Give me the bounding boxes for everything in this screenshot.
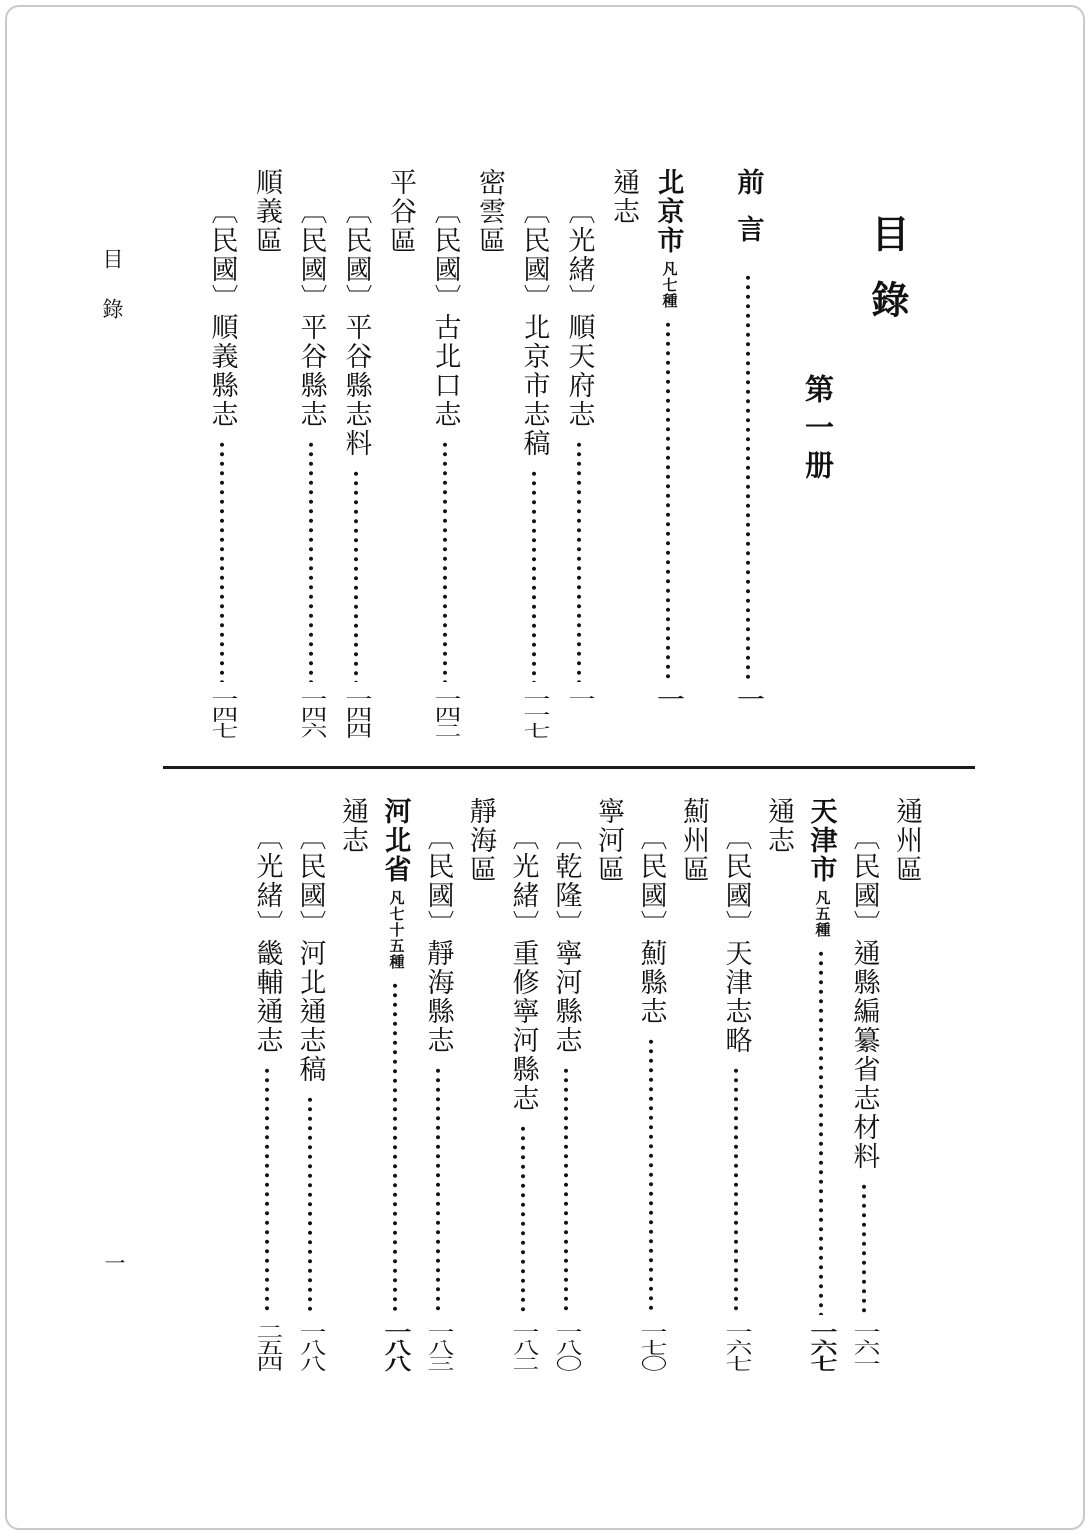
entry-title: 通志	[764, 797, 794, 855]
dotted-leader	[648, 1037, 654, 1315]
dotted-leader	[442, 440, 448, 682]
entry-title: 寧河區	[594, 797, 624, 884]
toc-lower-half	[0, 792, 1090, 1415]
entry-title: 前言	[733, 168, 764, 262]
entry-title: 天津市	[806, 797, 837, 884]
toc-subsection-header	[476, 150, 503, 770]
toc-entry	[424, 792, 452, 1415]
toc-entry	[637, 792, 665, 1415]
dotted-leader	[818, 949, 824, 1315]
entry-title: 〔光緒〕畿輔通志	[252, 823, 283, 1055]
toc-entry	[208, 150, 236, 770]
toc-entry	[342, 150, 370, 770]
dotted-leader	[665, 320, 671, 682]
toc-entry	[431, 150, 459, 770]
entry-count-note: 凡五種	[813, 890, 830, 938]
page-number: 一四六	[296, 690, 327, 739]
entry-title: 〔民國〕靜海縣志	[423, 823, 454, 1055]
toc-entry	[722, 792, 750, 1415]
toc-entry	[297, 150, 325, 770]
page-number: 一一七	[519, 690, 550, 739]
page-number: 一六一	[849, 1323, 880, 1372]
entry-title: 〔民國〕北京市志稿	[519, 197, 550, 458]
entry-title: 順義區	[252, 168, 282, 255]
entry-title: 北京市	[653, 168, 684, 255]
toc-subsection-header	[610, 150, 637, 770]
page-number: 二五四	[252, 1323, 283, 1372]
toc-subsection-header	[680, 792, 707, 1415]
page-number: 一	[653, 690, 684, 707]
dotted-leader	[435, 1066, 441, 1315]
page-number: 一八八	[295, 1323, 326, 1372]
entry-title: 通志	[338, 797, 368, 855]
toc-subsection-header	[339, 792, 366, 1415]
toc-section-title	[654, 150, 682, 770]
dotted-leader	[861, 1182, 867, 1315]
toc-section-title	[734, 150, 762, 770]
toc-entry	[253, 792, 281, 1415]
entry-title: 〔民國〕薊縣志	[636, 823, 667, 1026]
toc-subsection-header	[893, 792, 920, 1415]
entry-title: 靜海區	[466, 797, 496, 884]
entry-title: 〔民國〕古北口志	[430, 197, 461, 429]
toc-upper-half	[0, 150, 1090, 770]
dotted-leader	[520, 1124, 526, 1315]
entry-title: 河北省	[380, 797, 411, 884]
dotted-leader	[353, 469, 359, 682]
dotted-leader	[745, 273, 751, 682]
toc-subsection-header	[467, 792, 494, 1415]
dotted-leader	[307, 1095, 313, 1315]
entry-title: 薊州區	[679, 797, 709, 884]
page-number: 一	[564, 690, 595, 707]
page-title	[867, 150, 905, 770]
entry-title: 〔光緒〕重修寧河縣志	[508, 823, 539, 1113]
toc-entry	[296, 792, 324, 1415]
volume-label-text: 第一册	[801, 374, 833, 488]
entry-count-note: 凡七種	[660, 261, 677, 309]
toc-subsection-header	[765, 792, 792, 1415]
entry-count-note: 凡七十五種	[387, 890, 404, 970]
entry-title: 〔民國〕天津志略	[721, 823, 752, 1055]
page-number: 一	[733, 690, 764, 707]
entry-title: 〔民國〕平谷縣志	[296, 197, 327, 429]
entry-title: 〔光緒〕順天府志	[564, 197, 595, 429]
toc-entry	[520, 150, 548, 770]
toc-entry	[850, 792, 878, 1415]
page-title-text: 目錄	[865, 214, 907, 346]
page-number: 一七〇	[636, 1323, 667, 1372]
toc-section-title	[381, 792, 409, 1415]
page-number: 一八〇	[551, 1323, 582, 1372]
page-number: 一六七	[806, 1323, 837, 1372]
dotted-leader	[392, 981, 398, 1315]
toc-entry	[509, 792, 537, 1415]
toc-entry	[552, 792, 580, 1415]
page-number: 一四四	[341, 690, 372, 739]
entry-title: 〔民國〕河北通志稿	[295, 823, 326, 1084]
toc-subsection-header	[595, 792, 622, 1415]
dotted-leader	[576, 440, 582, 682]
dotted-leader	[308, 440, 314, 682]
dotted-leader	[563, 1066, 569, 1315]
page-number: 一八二	[508, 1323, 539, 1372]
entry-title: 密雲區	[475, 168, 505, 255]
entry-title: 通州區	[892, 797, 922, 884]
volume-label	[802, 150, 831, 770]
dotted-leader	[733, 1066, 739, 1315]
entry-title: 通志	[609, 168, 639, 226]
page-number: 一八八	[380, 1323, 411, 1372]
entry-title: 平谷區	[386, 168, 416, 255]
toc-entry	[565, 150, 593, 770]
dotted-leader	[264, 1066, 270, 1315]
entry-title: 〔民國〕平谷縣志料	[341, 197, 372, 458]
page-number: 一八三	[423, 1323, 454, 1372]
entry-title: 〔民國〕順義縣志	[207, 197, 238, 429]
dotted-leader	[219, 440, 225, 682]
margin-running-title: 目錄	[100, 248, 124, 348]
dotted-leader	[531, 469, 537, 682]
entry-title: 〔乾隆〕寧河縣志	[551, 823, 582, 1055]
page-number: 一四二	[430, 690, 461, 739]
toc-subsection-header	[253, 150, 280, 770]
page-number: 一六七	[721, 1323, 752, 1372]
margin-folio-number: 一	[102, 1252, 126, 1273]
toc-section-title	[807, 792, 835, 1415]
toc-subsection-header	[387, 150, 414, 770]
entry-title: 〔民國〕通縣編纂省志材料	[849, 823, 880, 1171]
page-number: 一四七	[207, 690, 238, 739]
half-page-divider-rule	[163, 766, 975, 769]
